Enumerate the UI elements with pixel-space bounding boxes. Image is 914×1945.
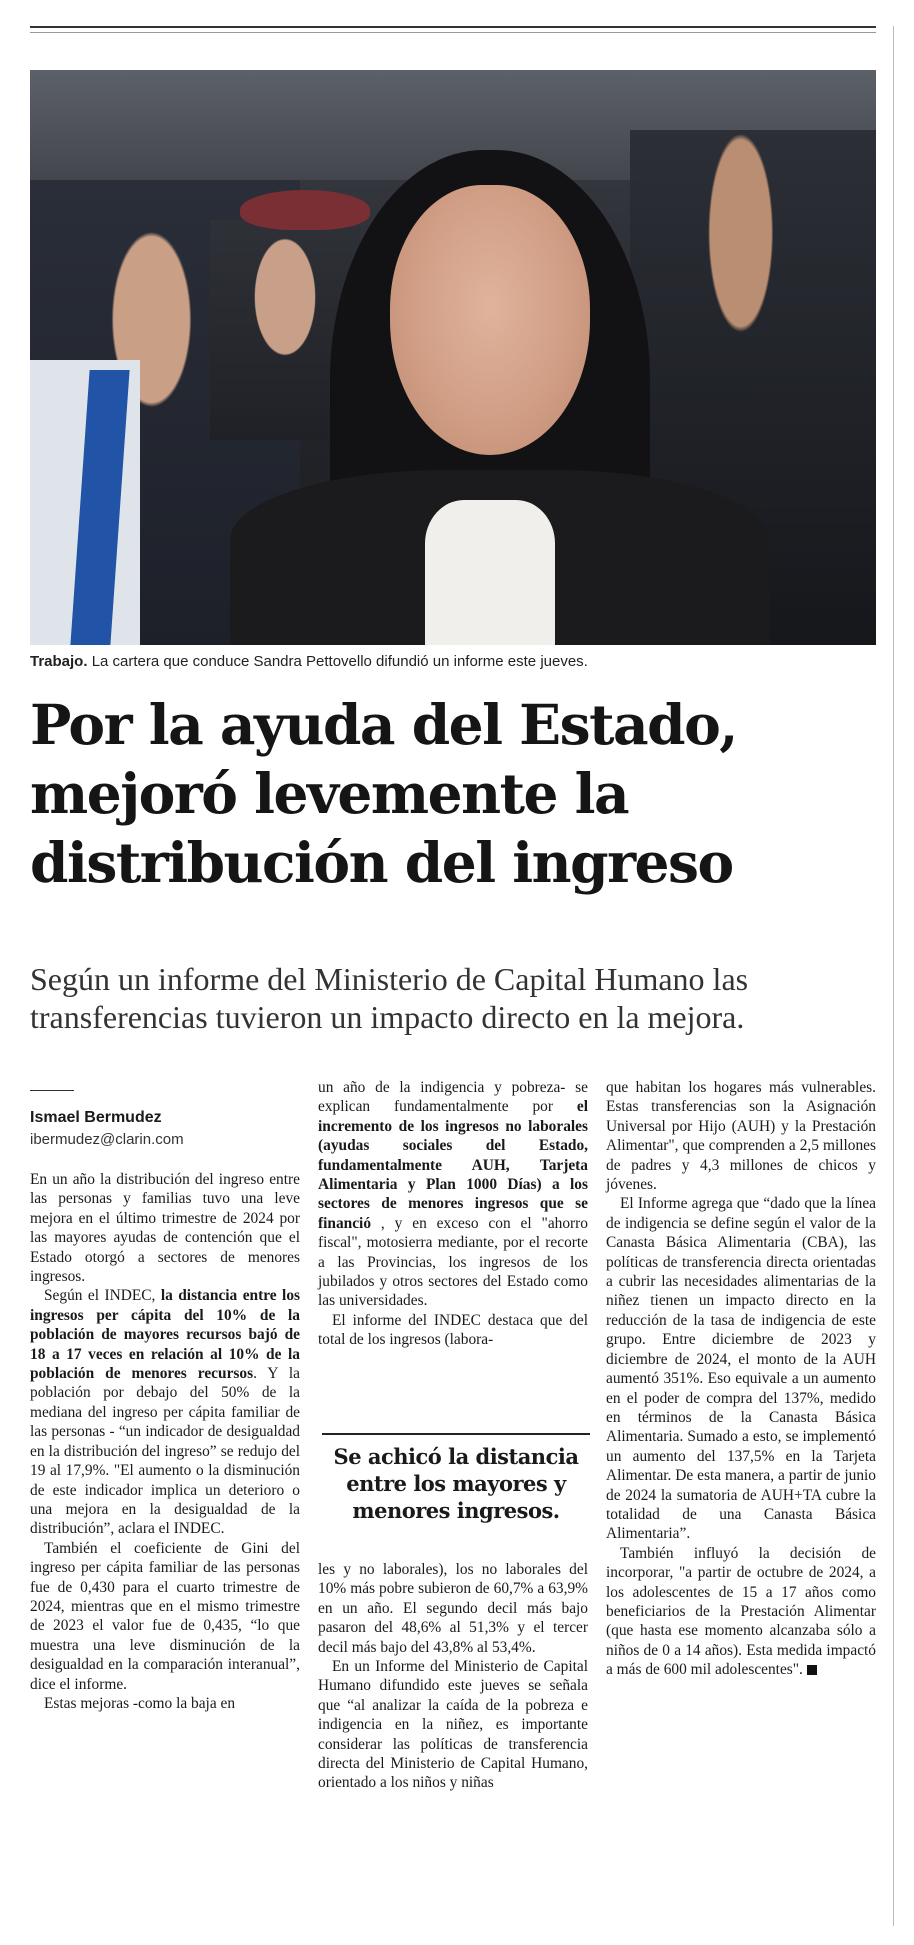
paragraph: El Informe agrega que “dado que la línea de indigencia se define según el valor de la Canasta Básica Alimentaria (CBA), las políticas de transferencia directa orientadas a cubrir las necesidades alimentarias de la niñez tienen un impacto directo en la reducción de la tasa de indigencia de este grupo. Entre diciembre de 2023 y diciembre de 2024, el monto de la AUH aumentó 351%. Eso equivale a un aumento en el poder de compra del 137%, medido en términos de la Canasta Básica Alimentaria. Sumado a esto, se implementó un aumento del 137,5% en la Tarjeta Alimentar. De esta manera, a partir de junio de 2024 la sumatoria de AUH+TA cubre la totalidad de una Canasta Básica Alimentaria”.: [606, 1195, 876, 1543]
subheadline: Según un informe del Ministerio de Capital Humano las transferencias tuvieron un impacto directo en la mejora.: [30, 961, 749, 1035]
paragraph: En un año la distribución del ingreso entre las personas y familias tuvo una leve mejora en el último trimestre de 2024 por las mayores ayudas de contención que el Estado otorgó a sectores de menores ingresos.: [30, 1171, 300, 1286]
pullquote: Se achicó la distancia entre los mayores y menores ingresos.: [333, 1444, 579, 1523]
photo-beret: [240, 190, 370, 230]
top-rule-thin: [30, 32, 876, 33]
paragraph: El informe del INDEC destaca que del total de los ingresos (labora-: [318, 1311, 588, 1349]
pullquote-rule: [322, 1433, 590, 1435]
headline-line: mejoró levemente la: [30, 761, 629, 826]
paragraph: les y no laborales), los no laborales del 10% más pobre subieron de 60,7% a 63,9% en un año. El segundo decil más bajo pasaron del 48,6% al 51,3% y el tercer decil más bajo del 43,8% al 53,4%.: [318, 1561, 588, 1656]
paragraph: que habitan los hogares más vulnerables. Estas transferencias son la Asignación Universal por Hijo (AUH) y la Prestación Alimentar", que comprenden a 2,5 millones de padres y 4,3 millones de chicos y jóvenes.: [606, 1079, 876, 1194]
column-divider-right: [893, 26, 894, 1926]
photo-woman-blouse: [425, 500, 555, 645]
article-column-1: [30, 1170, 300, 1713]
text-run: un año de la indigencia y pobreza- se explican fundamentalmente por: [318, 1079, 588, 1116]
headline: [30, 690, 880, 897]
news-photo: [30, 70, 876, 645]
article-column-3: [606, 1078, 876, 1680]
headline-line: Por la ayuda del Estado,: [30, 692, 737, 757]
byline-rule: [30, 1090, 74, 1091]
headline-line: distribución del ingreso: [30, 830, 733, 895]
photo-woman-face: [390, 185, 590, 455]
top-rule: [30, 26, 876, 28]
author-name: Ismael Bermudez: [30, 1109, 162, 1126]
paragraph: [30, 1286, 300, 1538]
author-email: ibermudez@clarin.com: [30, 1131, 184, 1148]
caption-label: Trabajo.: [30, 653, 88, 670]
paragraph: Estas mejoras -como la baja en: [44, 1694, 236, 1712]
text-run: , y en exceso con el "ahorro fiscal", motosierra mediante, por el recorte a las Provincias, los ingresos de los jubilados y otros sectores del Estado como las universidades.: [318, 1214, 588, 1310]
paragraph: También el coeficiente de Gini del ingreso per cápita familiar de las personas fue de 0,430 para el cuarto trimestre de 2024, mientras que en el mismo trimestre de 2023 el valor fue de 0,435, “lo que muestra una leve disminución de la desigualdad en la comparación interanual”, dice el informe.: [30, 1539, 300, 1693]
text-run: Según el INDEC,: [44, 1287, 161, 1305]
paragraph: [318, 1078, 588, 1311]
text-run: . Y la población por debajo del 50% de la mediana del ingreso per cápita familiar de las personas - “un indicador de desigualdad en la distribución del ingreso” se redujo del 19 al 17,9%. "El aumento o la disminución de este indicador implica un deterioro o una mejora en la desigualdad de la distribución”, aclara el INDEC.: [30, 1365, 300, 1538]
caption-text: La cartera que conduce Sandra Pettovello difundió un informe este jueves.: [87, 653, 588, 670]
bold-run: el incremento de los ingresos no laborales (ayudas sociales del Estado, fundamentalmente AUH, Tarjeta Alimentaria y Plan 1000 Días) a los sectores de menores ingresos que se financió: [318, 1098, 588, 1232]
photo-caption: [30, 653, 876, 670]
article-column-2-continued: [318, 1560, 588, 1793]
bold-run: la distancia entre los ingresos per cápita del 10% de la población de mayores recursos bajó de 18 a 17 veces en relación al 10% de la población de menores recursos: [30, 1287, 300, 1383]
text-run: También influyó la decisión de incorporar, "a partir de octubre de 2024, a los adolescentes de 15 a 17 años como beneficiarios de la Prestación Alimentar (que hasta ese momento alcanzaba sólo a niños de 0 a 14 años). Esta medida impactó a más de 600 mil adolescentes".: [606, 1544, 876, 1679]
paragraph: [606, 1544, 876, 1680]
paragraph: En un Informe del Ministerio de Capital Humano difundido este jueves se señala que “al analizar la caída de la pobreza e indigencia en la niñez, es importante considerar las políticas de transferencia directa del Ministerio de Capital Humano, orientado a los niños y niñas: [318, 1658, 588, 1792]
end-of-article-mark: [807, 1665, 817, 1675]
article-column-2: [318, 1078, 588, 1350]
